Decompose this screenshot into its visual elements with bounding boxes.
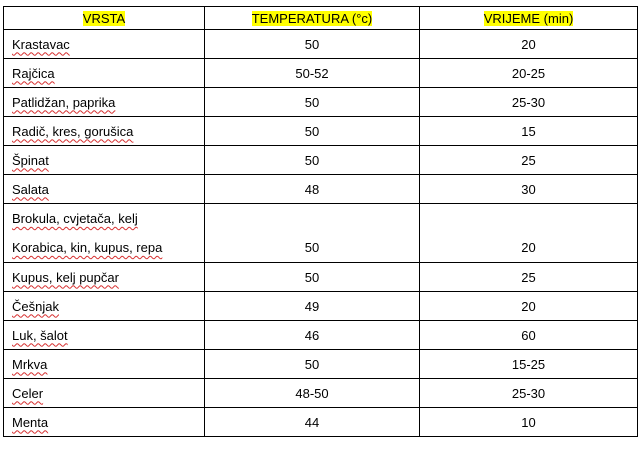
name-cell: Rajčica (4, 59, 205, 88)
name-cell: Patlidžan, paprika (4, 88, 205, 117)
time-cell: 60 (420, 321, 638, 350)
header-vrijeme: VRIJEME (min) (420, 7, 638, 30)
name-cell: Celer (4, 379, 205, 408)
name-cell: Salata (4, 175, 205, 204)
time-cell: 25-30 (420, 88, 638, 117)
time-cell: 25 (420, 146, 638, 175)
temp-cell: 50 (205, 263, 420, 292)
table-row (4, 59, 638, 88)
time-cell: 30 (420, 175, 638, 204)
table-row (4, 379, 638, 408)
time-cell: 25-30 (420, 379, 638, 408)
temp-cell: 50 (205, 146, 420, 175)
table-row (4, 408, 638, 437)
temp-cell: 44 (205, 408, 420, 437)
table-row (4, 30, 638, 59)
temp-cell: 48 (205, 175, 420, 204)
temp-cell: 50 (205, 30, 420, 59)
table-row (4, 263, 638, 292)
header-temperatura: TEMPERATURA (°c) (205, 7, 420, 30)
time-cell: 20-25 (420, 59, 638, 88)
name-cell: Češnjak (4, 292, 205, 321)
name-cell: Brokula, cvjetača, kelj Korabica, kin, kupus, repa (4, 204, 205, 263)
time-cell: 25 (420, 263, 638, 292)
name-cell: Špinat (4, 146, 205, 175)
time-cell: 20 (420, 30, 638, 59)
temp-cell: 46 (205, 321, 420, 350)
vegetable-table (3, 6, 638, 437)
temp-cell: 50-52 (205, 59, 420, 88)
temp-cell: 48-50 (205, 379, 420, 408)
table-row (4, 117, 638, 146)
temp-cell: 50 (205, 204, 420, 263)
name-cell: Kupus, kelj pupčar (4, 263, 205, 292)
header-vrsta: VRSTA (4, 7, 205, 30)
name-cell: Krastavac (4, 30, 205, 59)
header-row (4, 7, 638, 30)
temp-cell: 50 (205, 88, 420, 117)
temp-cell: 49 (205, 292, 420, 321)
name-cell: Radič, kres, gorušica (4, 117, 205, 146)
time-cell: 20 (420, 204, 638, 263)
table-row (4, 350, 638, 379)
table-row (4, 175, 638, 204)
table-row (4, 292, 638, 321)
time-cell: 10 (420, 408, 638, 437)
name-cell: Menta (4, 408, 205, 437)
temp-cell: 50 (205, 350, 420, 379)
name-cell: Mrkva (4, 350, 205, 379)
temp-cell: 50 (205, 117, 420, 146)
table-row (4, 204, 638, 263)
name-cell: Luk, šalot (4, 321, 205, 350)
time-cell: 15 (420, 117, 638, 146)
table-row (4, 88, 638, 117)
time-cell: 15-25 (420, 350, 638, 379)
time-cell: 20 (420, 292, 638, 321)
table-row (4, 146, 638, 175)
table-row (4, 321, 638, 350)
